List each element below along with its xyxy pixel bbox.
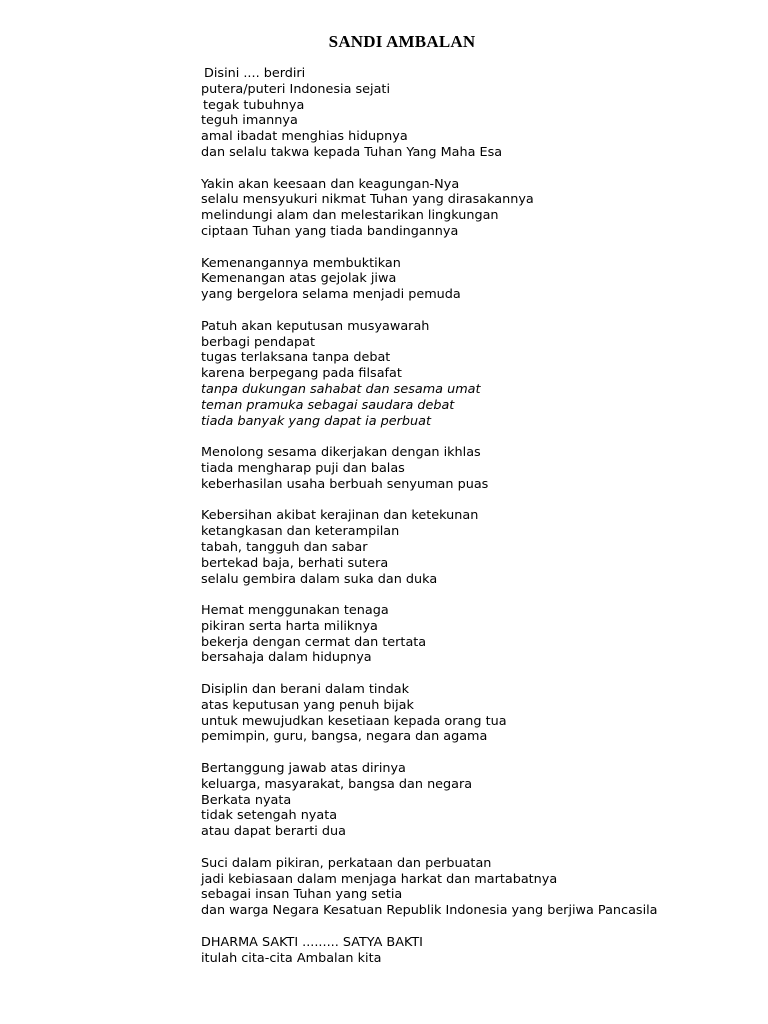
- poem-line: untuk mewujudkan kesetiaan kepada orang tua: [201, 713, 507, 729]
- poem-line: DHARMA SAKTI ......... SATYA BAKTI: [201, 934, 423, 950]
- poem-line: Menolong sesama dikerjakan dengan ikhlas: [201, 445, 481, 461]
- poem-line: ciptaan Tuhan yang tiada bandingannya: [201, 223, 459, 239]
- poem-line: tiada banyak yang dapat ia perbuat: [201, 413, 431, 429]
- poem-line: bersahaja dalam hidupnya: [201, 650, 372, 666]
- poem-line: Bertanggung jawab atas dirinya: [201, 761, 406, 777]
- poem-line: Kebersihan akibat kerajinan dan ketekunan: [201, 508, 479, 524]
- poem-line: Berkata nyata: [201, 792, 292, 808]
- poem-line: amal ibadat menghias hidupnya: [201, 129, 408, 145]
- poem-line: bekerja dengan cermat dan tertata: [201, 634, 427, 650]
- poem-line: sebagai insan Tuhan yang setia: [201, 887, 403, 903]
- stanza-7: [201, 603, 761, 666]
- stanza-4: [201, 319, 761, 430]
- poem-line: jadi kebiasaan dalam menjaga harkat dan martabatnya: [201, 871, 558, 887]
- poem-line: yang bergelora selama menjadi pemuda: [201, 287, 461, 303]
- poem-line: tidak setengah nyata: [201, 808, 338, 824]
- poem-line: Kemenangan atas gejolak jiwa: [201, 271, 397, 287]
- poem-line: Hemat menggunakan tenaga: [201, 603, 389, 619]
- poem-line: atas keputusan yang penuh bijak: [201, 697, 414, 713]
- poem-line: teguh imannya: [201, 113, 298, 129]
- poem-line: pemimpin, guru, bangsa, negara dan agama: [201, 729, 488, 745]
- stanza-6: [201, 508, 761, 587]
- poem-line: itulah cita-cita Ambalan kita: [201, 950, 382, 966]
- poem-line: Disini .... berdiri: [204, 66, 306, 81]
- poem-line: ketangkasan dan keterampilan: [201, 524, 400, 540]
- poem-line: keberhasilan usaha berbuah senyuman puas: [201, 476, 489, 492]
- poem-line: dan warga Negara Kesatuan Republik Indonesia yang berjiwa Pancasila: [201, 903, 658, 919]
- poem-line: atau dapat berarti dua: [201, 824, 346, 840]
- poem-body: [201, 66, 761, 982]
- stanza-8: [201, 682, 761, 745]
- poem-line: keluarga, masyarakat, bangsa dan negara: [201, 776, 473, 792]
- poem-line: putera/puteri Indonesia sejati: [201, 81, 391, 97]
- poem-line: Disiplin dan berani dalam tindak: [201, 682, 409, 698]
- poem-line: Yakin akan keesaan dan keagungan-Nya: [201, 176, 460, 192]
- poem-line: selalu gembira dalam suka dan duka: [201, 571, 438, 587]
- stanza-10: [201, 856, 761, 919]
- poem-line: selalu mensyukuri nikmat Tuhan yang dirasakannya: [201, 192, 534, 208]
- stanza-5: [201, 445, 761, 492]
- poem-line: Suci dalam pikiran, perkataan dan perbuatan: [201, 855, 492, 871]
- stanza-1: [201, 66, 761, 161]
- poem-line: dan selalu takwa kepada Tuhan Yang Maha Esa: [201, 144, 503, 160]
- document-title: SANDI AMBALAN: [328, 32, 476, 51]
- poem-line: tugas terlaksana tanpa debat: [201, 350, 391, 366]
- stanza-9: [201, 761, 761, 840]
- poem-line: pikiran serta harta miliknya: [201, 618, 378, 634]
- poem-line: tabah, tangguh dan sabar: [201, 539, 368, 555]
- poem-line: karena berpegang pada filsafat: [201, 366, 402, 382]
- poem-line: tanpa dukungan sahabat dan sesama umat: [201, 381, 481, 397]
- poem-line: tegak tubuhnya: [203, 97, 305, 113]
- poem-line: bertekad baja, berhati sutera: [201, 555, 389, 571]
- poem-line: teman pramuka sebagai saudara debat: [201, 397, 455, 413]
- poem-line: Patuh akan keputusan musyawarah: [201, 318, 430, 334]
- poem-line: tiada mengharap puji dan balas: [201, 460, 405, 476]
- poem-line: melindungi alam dan melestarikan lingkungan: [201, 208, 499, 224]
- stanza-3: [201, 256, 761, 303]
- poem-line: Kemenangannya membuktikan: [201, 255, 401, 271]
- poem-line: berbagi pendapat: [201, 334, 316, 350]
- stanza-2: [201, 177, 761, 240]
- stanza-11: [201, 935, 761, 967]
